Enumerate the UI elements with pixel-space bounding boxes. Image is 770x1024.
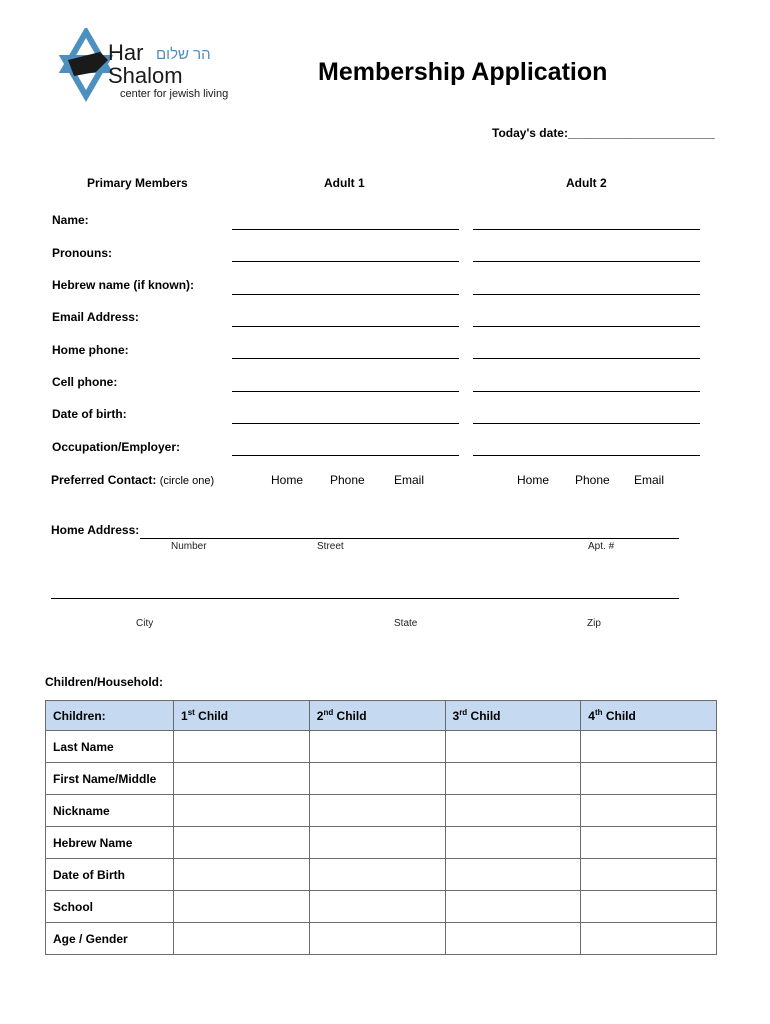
field-cell-phone-adult1[interactable] [232,391,459,392]
field-occupation-adult2[interactable] [473,455,700,456]
home-address-line2[interactable] [51,598,679,599]
cell-input[interactable] [309,891,445,923]
children-header-child-3 [445,701,581,731]
field-pronouns-adult1[interactable] [232,261,459,262]
cell-input[interactable] [174,891,310,923]
children-header-child-4 [581,701,717,731]
home-address-line1[interactable] [140,538,679,539]
children-heading: Children/Household: [45,675,163,689]
page-title: Membership Application [318,58,608,86]
home-address-label: Home Address: [51,523,140,537]
field-hebrew-name-adult2[interactable] [473,294,700,295]
column-primary-members: Primary Members [87,176,188,190]
cell-input[interactable] [445,795,581,827]
field-label-email: Email Address: [52,310,139,324]
children-header-label: Children: [46,701,174,731]
cell-input[interactable] [581,923,717,955]
ordinal-number: 1 [181,709,188,723]
cell-input[interactable] [309,731,445,763]
field-label-occupation: Occupation/Employer: [52,440,181,454]
ordinal-text: Child [467,709,501,723]
contact-option-phone-adult2[interactable]: Phone [575,473,610,487]
field-name-adult2[interactable] [473,229,700,230]
logo-name-line1: Har [108,40,144,65]
ordinal-text: Child [194,709,229,723]
row-label-last-name: Last Name [46,731,174,763]
preferred-contact-note: (circle one) [159,475,215,487]
table-row [46,891,717,923]
cell-input[interactable] [174,859,310,891]
table-row [46,763,717,795]
field-pronouns-adult2[interactable] [473,261,700,262]
cell-input[interactable] [581,731,717,763]
todays-date [492,126,715,140]
field-label-home-phone: Home phone: [52,343,129,357]
field-dob-adult1[interactable] [232,423,459,424]
ordinal-suffix: th [594,708,603,717]
cell-input[interactable] [309,795,445,827]
contact-option-email-adult2[interactable]: Email [634,473,665,487]
ordinal-suffix: st [187,708,195,717]
field-label-pronouns: Pronouns: [52,246,112,260]
field-cell-phone-adult2[interactable] [473,391,700,392]
field-label-hebrew-name: Hebrew name (if known): [52,278,195,292]
cell-input[interactable] [309,763,445,795]
table-row [46,923,717,955]
address-sub-city: City [136,618,154,629]
preferred-contact-label: Preferred Contact: [51,473,157,487]
logo-tagline: center for jewish living [120,88,229,100]
cell-input[interactable] [174,763,310,795]
field-occupation-adult1[interactable] [232,455,459,456]
todays-date-field[interactable]: ______________________ [567,126,715,140]
preferred-contact [51,473,214,487]
cell-input[interactable] [581,827,717,859]
row-label-nickname: Nickname [46,795,174,827]
table-row [46,795,717,827]
cell-input[interactable] [445,923,581,955]
logo [56,28,242,104]
row-label-age-gender: Age / Gender [46,923,174,955]
children-table-header [46,701,717,731]
children-header-child-1 [174,701,310,731]
address-sub-apt: Apt. # [588,541,615,552]
cell-input[interactable] [581,891,717,923]
address-sub-street: Street [317,541,344,552]
cell-input[interactable] [309,827,445,859]
logo-name-line2: Shalom [108,63,183,88]
field-label-cell-phone: Cell phone: [52,375,118,389]
cell-input[interactable] [581,795,717,827]
cell-input[interactable] [309,859,445,891]
cell-input[interactable] [445,763,581,795]
ordinal-text: Child [333,709,367,723]
cell-input[interactable] [445,827,581,859]
address-sub-zip: Zip [587,618,601,629]
cell-input[interactable] [581,763,717,795]
column-adult-1: Adult 1 [324,176,365,190]
cell-input[interactable] [174,923,310,955]
cell-input[interactable] [174,827,310,859]
field-label-name: Name: [52,213,89,227]
row-label-school: School [46,891,174,923]
field-home-phone-adult2[interactable] [473,358,700,359]
table-row [46,859,717,891]
cell-input[interactable] [445,891,581,923]
address-sub-number: Number [171,541,207,552]
contact-option-home-adult2[interactable]: Home [517,473,550,487]
ordinal-number: 3 [452,709,460,723]
table-row [46,827,717,859]
cell-input[interactable] [174,731,310,763]
field-email-adult2[interactable] [473,326,700,327]
ordinal-number: 4 [588,709,595,723]
cell-input[interactable] [581,859,717,891]
field-label-date-of-birth: Date of birth: [52,407,127,421]
ordinal-suffix: nd [323,708,334,717]
column-adult-2: Adult 2 [566,176,607,190]
cell-input[interactable] [445,859,581,891]
cell-input[interactable] [309,923,445,955]
field-email-adult1[interactable] [232,326,459,327]
children-header-child-2 [309,701,445,731]
contact-option-email-adult1[interactable]: Email [394,473,425,487]
row-label-first-name: First Name/Middle [46,763,174,795]
ordinal-text: Child [602,709,636,723]
contact-option-phone-adult1[interactable]: Phone [330,473,365,487]
todays-date-label: Today's date: [492,126,568,140]
logo-hebrew: הר שלום [156,46,211,63]
children-table [45,700,717,955]
row-label-hebrew-name: Hebrew Name [46,827,174,859]
field-dob-adult2[interactable] [473,423,700,424]
table-row [46,731,717,763]
address-sub-state: State [394,618,418,629]
field-hebrew-name-adult1[interactable] [232,294,459,295]
row-label-date-of-birth: Date of Birth [46,859,174,891]
ordinal-number: 2 [316,709,324,723]
ordinal-suffix: rd [459,708,468,717]
cell-input[interactable] [445,731,581,763]
cell-input[interactable] [174,795,310,827]
contact-option-home-adult1[interactable]: Home [271,473,304,487]
field-home-phone-adult1[interactable] [232,358,459,359]
field-name-adult1[interactable] [232,229,459,230]
